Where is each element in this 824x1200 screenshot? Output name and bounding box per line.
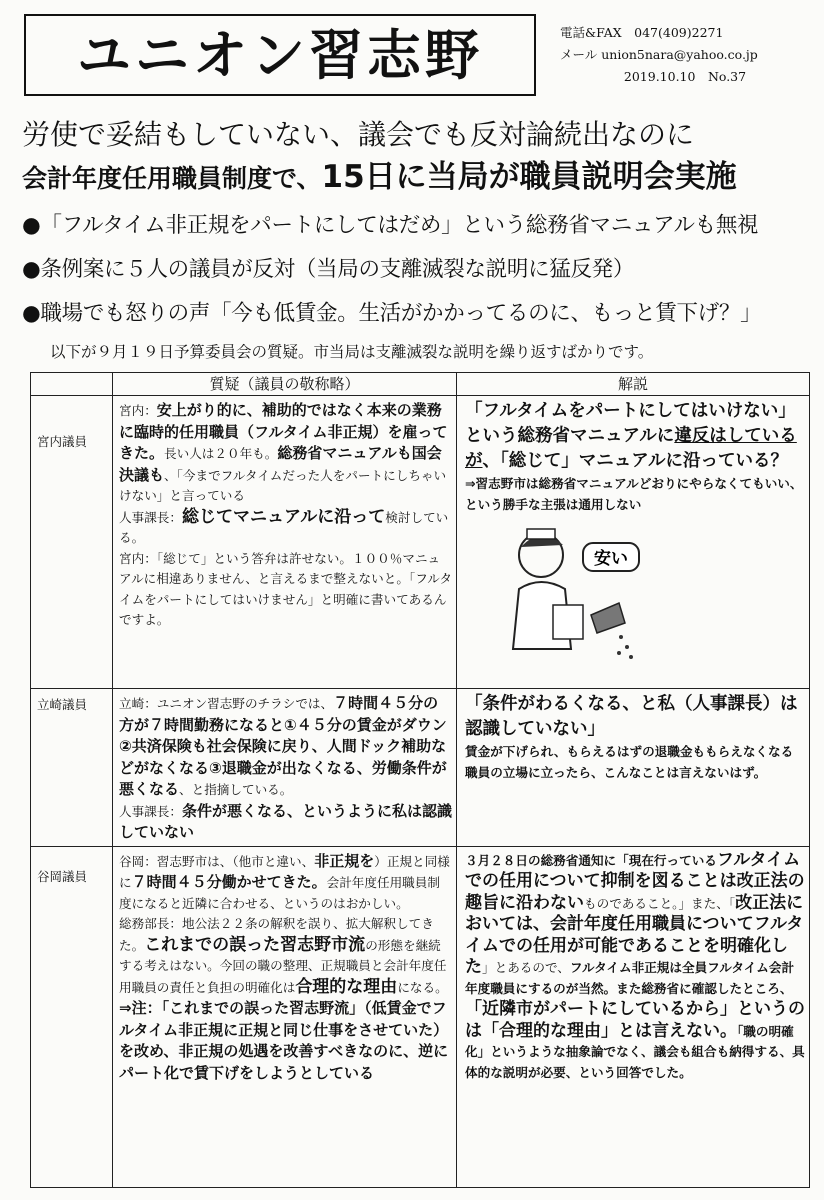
issue-date-number: 2019.10.10 No.37 <box>623 69 747 84</box>
headline-line-2 <box>22 160 812 196</box>
table-row <box>31 689 810 847</box>
question-cell: 谷岡：習志野市は、（他市と違い、非正規を）正規と同様に７時間４５分働かせてきた。会計年度任用職員制度になると近隣に合わせる、というのはおかしい。 総務部長：地公法２２条の解釈を誤り、拡大解釈してきた。これまでの誤った習志野市流の形態を継続する考えはない。今回の職の整理、正規職員と会計年度任用職員の責任と負担の明確化は合理的な理由になる。 ⇒注：「これまでの誤った習志野流」（低賃金でフルタイム非正規に正規と同じ仕事をさせていた）を改め、非正規の処遇を改善すべきなのに、逆にパート化で賃下げをしようとしている <box>113 846 457 1188</box>
question-cell: 立崎：ユニオン習志野のチラシでは、７時間４５分の方が７時間勤務になると①４５分の賃金がダウン②共済保険も社会保険に戻り、人間ドック補助などがなくなる③退職金が出なくなる、労働条件が悪くなる、と指摘している。 人事課長：条件が悪くなる、というように私は認識していない <box>113 689 457 847</box>
table-row <box>31 846 810 1188</box>
header-question: 質疑（議員の敬称略） <box>113 373 457 396</box>
bullet-3: ●職場でも怒りの声「今も低賃金。生活がかかってるのに、もっと賃下げ？」 <box>22 301 762 326</box>
qa-table <box>30 372 810 1188</box>
header-explanation: 解説 <box>457 373 810 396</box>
bullet-1: ●「フルタイム非正規をパートにしてはだめ」という総務省マニュアルも無視 <box>22 213 759 238</box>
headline-line-2-a: 会計年度任用職員制度で、 <box>22 164 322 193</box>
intro-text: 以下が９月１９日予算委員会の質疑。市当局は支離滅裂な説明を繰り返すばかりです。 <box>50 343 654 361</box>
table-header-row <box>31 373 810 396</box>
header-name-column <box>31 373 113 396</box>
member-name: 谷岡議員 <box>31 846 113 1188</box>
explanation-lead: 「フルタイムをパートにしてはいけない」という総務省マニュアルに違反はしているが、「総じて」マニュアルに沿っている？ <box>465 401 797 471</box>
newsletter-title: ユニオン習志野 <box>77 24 483 87</box>
explanation-note: ⇒習志野市は総務省マニュアルどおりにやらなくてもいい、という勝手な主張は通用しない <box>465 476 803 512</box>
illus-label: 安い <box>594 549 628 569</box>
question-cell: 宮内：安上がり的に、補助的ではなく本来の業務に臨時的任用職員（フルタイム非正規）を雇ってきた。長い人は２０年も。総務省マニュアルも国会決議も、「今までフルタイムだった人をパートにしちゃいけない」と言っている 人事課長：総じてマニュアルに沿って検討している。 宮内：「総じて」という答弁は許せない。１００％マニュアルに相違ありません、と言えるまで整えないと。「フルタイムをパートにしてはいけません」と明確に書いてあるんですよ。 <box>113 396 457 689</box>
masthead-box <box>24 14 536 96</box>
explanation-lead: 「条件がわるくなる、と私（人事課長）は認識していない」 <box>465 694 798 739</box>
table-row <box>31 396 810 689</box>
contact-email: メール union5nara@yahoo.co.jp <box>560 47 758 62</box>
headline-line-2-b: 15日に当局が職員説明会実施 <box>321 159 737 195</box>
bullet-2: ●条例案に５人の議員が反対（当局の支離滅裂な説明に猛反発） <box>22 257 635 282</box>
clerk-illustration-icon <box>479 519 679 669</box>
member-name: 宮内議員 <box>31 396 113 689</box>
headline-line-1: 労使で妥結もしていない、議会でも反対論続出なのに <box>22 118 695 151</box>
contact-block <box>560 22 810 88</box>
explanation-cell <box>457 396 810 689</box>
explanation-cell <box>457 689 810 847</box>
contact-phone: 電話&FAX 047(409)2271 <box>560 25 724 40</box>
member-name: 立崎議員 <box>31 689 113 847</box>
explanation-note: 賃金が下げられ、もらえるはずの退職金ももらえなくなる職員の立場に立ったら、こんなことは言えないはず。 <box>465 744 794 780</box>
explanation-cell: ３月２８日の総務省通知に「現在行っているフルタイムでの任用について抑制を図ることは改正法の趣旨に沿わないものであること。」また、「改正法においては、会計年度任用職員についてフルタイムでの任用が可能であることを明確化した」とあるので、フルタイム非正規は全員フルタイム会計年度職員にするのが当然。また総務省に確認したところ、「近隣市がパートにしているから」というのは「合理的な理由」とは言えない。「職の明確化」というような抽象論でなく、議会も組合も納得する、具体的な説明が必要、という回答でした。 <box>457 846 810 1188</box>
